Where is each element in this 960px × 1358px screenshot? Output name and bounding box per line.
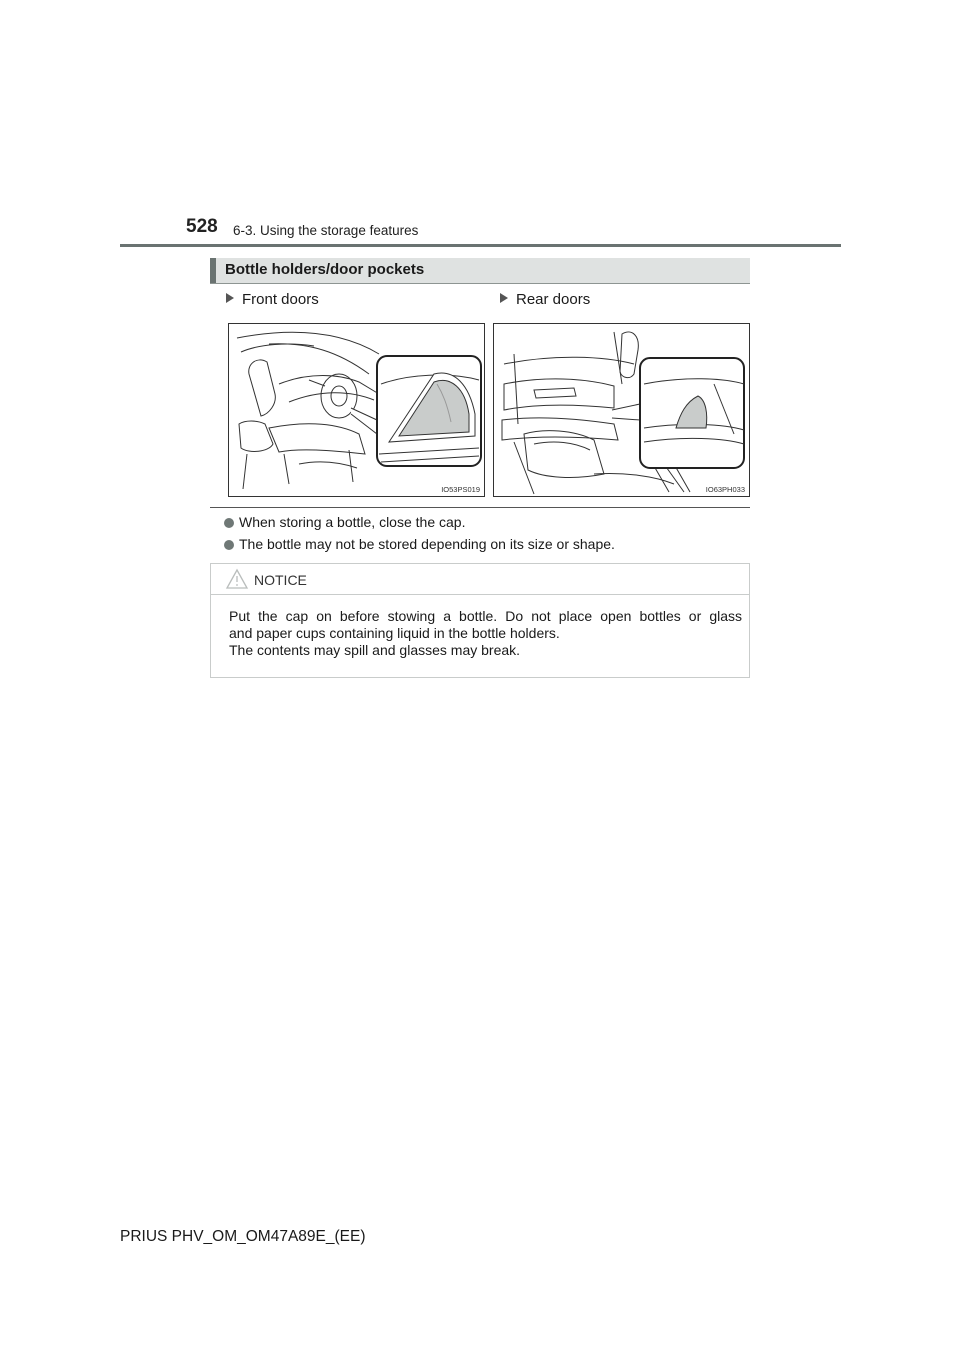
notice-body [229,608,742,659]
figure-code: IO63PH033 [705,485,745,494]
heading-text: Bottle holders/door pockets [225,261,425,278]
caption-text: Rear doors [516,291,591,308]
bullet-dot-icon [224,540,234,550]
section-title: 6-3. Using the storage features [233,223,419,238]
list-item [224,536,615,552]
list-item [224,514,465,530]
triangle-bullet-icon [500,293,508,303]
notice-box [210,563,750,678]
section-heading [210,258,750,284]
caption-text: Front doors [242,291,319,308]
triangle-bullet-icon [226,293,234,303]
document-footer: PRIUS PHV_OM_OM47A89E_(EE) [120,1228,366,1245]
figure-code: IO53PS019 [441,485,480,494]
notice-line: The contents may spill and glasses may break. [229,642,521,658]
notice-header [211,564,749,595]
bullet-text: When storing a bottle, close the cap. [239,514,466,530]
figure-rule [210,507,750,508]
warning-triangle-icon [225,568,249,590]
front-door-illustration [229,324,485,497]
notice-line: and paper cups containing liquid in the bottle holders. [229,625,560,641]
figure-rear-doors [493,323,750,497]
caption-front-doors [226,291,319,308]
notice-line: Put the cap on before stowing a bottle. Do not place open bottles or glass [229,608,742,624]
figure-front-doors [228,323,485,497]
rear-door-illustration [494,324,750,497]
bullet-text: The bottle may not be stored depending on its size or shape. [239,536,615,552]
heading-accent [210,258,216,283]
page-number: 528 [186,216,218,237]
caption-rear-doors [500,291,590,308]
header-rule [120,244,841,247]
notice-label: NOTICE [254,572,307,588]
bullet-dot-icon [224,518,234,528]
